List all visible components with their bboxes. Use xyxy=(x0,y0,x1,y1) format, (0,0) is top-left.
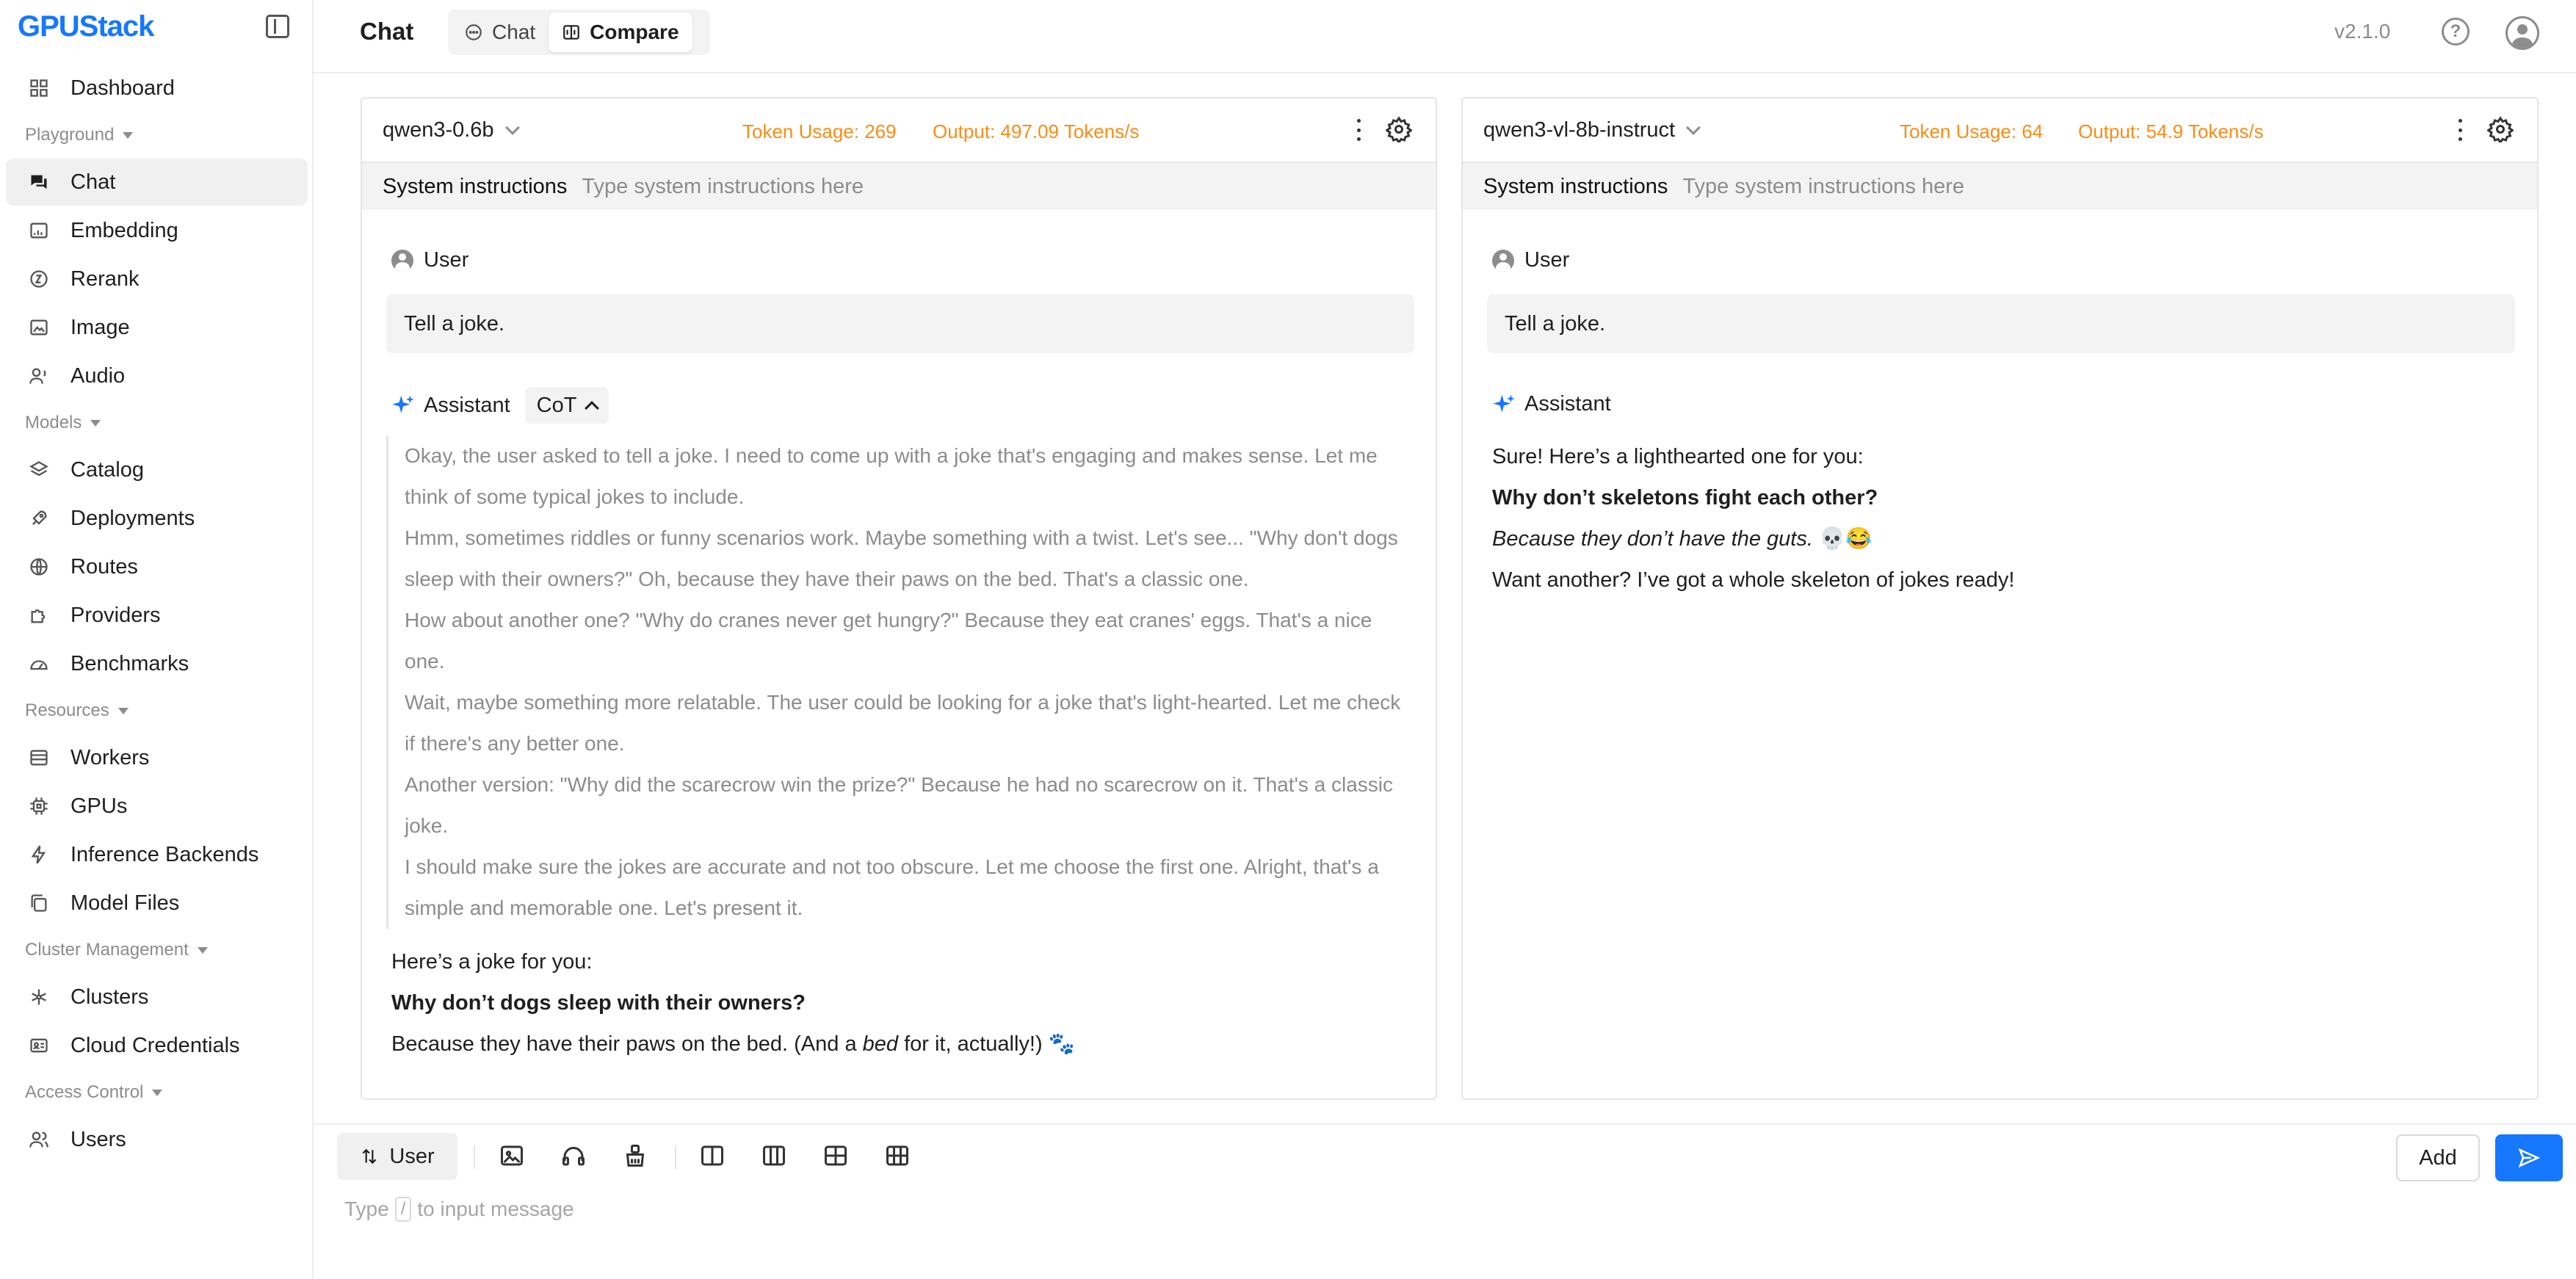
chain-of-thought xyxy=(386,435,1414,929)
layout-grid-6-button[interactable] xyxy=(884,1142,911,1169)
compare-panel-right xyxy=(1461,97,2539,1100)
chat-icon xyxy=(28,171,50,193)
group-label: Resources xyxy=(25,700,109,720)
sidebar-item-label: Cloud Credentials xyxy=(70,1033,240,1057)
chevron-up-icon xyxy=(585,401,600,416)
answer-emphasis: Because they don’t have the guts. xyxy=(1492,527,1813,551)
dashboard-icon xyxy=(28,77,50,99)
server-icon xyxy=(28,747,50,769)
sidebar-group-cluster-management[interactable] xyxy=(0,928,314,972)
role-label: User xyxy=(424,248,469,272)
columns-2-icon xyxy=(699,1142,726,1169)
model-select[interactable] xyxy=(1483,118,1698,142)
sidebar-group-access-control[interactable] xyxy=(0,1070,314,1115)
compare-icon xyxy=(562,23,581,42)
cot-label: CoT xyxy=(536,393,577,417)
sidebar-group-models[interactable] xyxy=(0,401,314,445)
sidebar-item-model-files[interactable] xyxy=(6,880,308,927)
sidebar-item-chat[interactable] xyxy=(6,159,308,206)
credential-icon xyxy=(28,1035,50,1057)
sparkle-icon xyxy=(391,394,415,417)
group-label: Cluster Management xyxy=(25,940,189,960)
thinking-paragraph: Hmm, sometimes riddles or funny scenarios work. Maybe something with a twist. Let's see... "Why don't dogs sleep with their owners?" Oh, because they have their paws on the bed. That's a classic one. xyxy=(405,526,1398,590)
answer-punchline xyxy=(391,1023,1419,1065)
hint-prefix: Type xyxy=(344,1198,389,1220)
sidebar-item-routes[interactable] xyxy=(6,543,308,590)
sidebar-item-label: Image xyxy=(70,315,130,339)
answer-punchline xyxy=(1492,518,2520,559)
more-vertical-icon[interactable] xyxy=(1356,119,1361,141)
more-vertical-icon[interactable] xyxy=(2458,119,2462,141)
thinking-paragraph: Wait, maybe something more relatable. The user could be looking for a joke that's light-hearted. Let me check if there's any better one. xyxy=(405,691,1401,755)
answer-text: for it, actually!) 🐾 xyxy=(898,1032,1075,1056)
tab-label: Chat xyxy=(492,21,536,43)
answer-question: Why don’t dogs sleep with their owners? xyxy=(391,991,806,1015)
cot-toggle-button[interactable] xyxy=(525,387,609,424)
sidebar-item-label: Clusters xyxy=(70,985,149,1009)
sidebar-item-image[interactable] xyxy=(6,304,308,351)
model-select[interactable] xyxy=(383,118,518,142)
sidebar-item-embedding[interactable] xyxy=(6,207,308,254)
layout-grid-4-button[interactable] xyxy=(822,1142,849,1169)
sidebar-item-label: GPUs xyxy=(70,794,128,818)
message-composer xyxy=(314,1123,2576,1279)
broom-icon xyxy=(622,1142,648,1169)
users-icon xyxy=(28,1128,50,1151)
role-label: User xyxy=(1524,248,1570,272)
tab-label: Compare xyxy=(590,21,679,43)
group-label: Access Control xyxy=(25,1082,144,1102)
rocket-icon xyxy=(28,507,50,529)
answer-question: Why don’t skeletons fight each other? xyxy=(1492,486,1878,510)
group-label: Models xyxy=(25,413,82,432)
sidebar-item-rerank[interactable] xyxy=(6,256,308,302)
top-header xyxy=(314,0,2576,73)
sidebar-item-gpus[interactable] xyxy=(6,783,308,830)
send-button[interactable] xyxy=(2495,1134,2563,1181)
layout-3-cols-button[interactable] xyxy=(761,1142,787,1169)
sidebar-item-clusters[interactable] xyxy=(6,974,308,1021)
bolt-icon xyxy=(28,844,50,866)
embedding-icon xyxy=(28,220,50,242)
tab-chat[interactable] xyxy=(451,12,549,52)
token-usage: Token Usage: 64 xyxy=(1900,120,2044,142)
system-instructions-bar[interactable] xyxy=(362,163,1436,210)
model-name: qwen3-0.6b xyxy=(383,118,494,142)
sidebar-item-label: Audio xyxy=(70,363,126,388)
sidebar-item-deployments[interactable] xyxy=(6,495,308,542)
thinking-paragraph: How about another one? "Why do cranes never get hungry?" Because they eat cranes' eggs. That's a nice one. xyxy=(405,609,1372,673)
sidebar-item-users[interactable] xyxy=(6,1116,308,1163)
hint-suffix: to input message xyxy=(417,1198,574,1220)
sidebar-item-label: Deployments xyxy=(70,506,195,530)
sidebar-item-label: Routes xyxy=(70,554,138,579)
sidebar-item-label: Workers xyxy=(70,745,150,769)
sidebar-item-benchmarks[interactable] xyxy=(6,640,308,687)
page-title: Chat xyxy=(360,18,414,45)
panel-header xyxy=(362,98,1436,163)
sidebar xyxy=(0,0,314,1279)
layers-icon xyxy=(28,459,50,481)
sidebar-item-inference-backends[interactable] xyxy=(6,831,308,878)
model-name: qwen3-vl-8b-instruct xyxy=(1483,118,1676,142)
system-instructions-label: System instructions xyxy=(1483,174,1668,198)
compare-panel-left xyxy=(361,97,1437,1100)
mode-switch xyxy=(448,10,710,55)
answer-outro: Want another? I’ve got a whole skeleton of jokes ready! xyxy=(1492,568,2015,592)
role-switch-button[interactable] xyxy=(337,1133,457,1180)
caret-down-icon xyxy=(152,1090,162,1096)
columns-3-icon xyxy=(761,1142,787,1169)
assistant-answer xyxy=(391,941,1419,1065)
sidebar-group-resources[interactable] xyxy=(0,689,314,733)
upload-image-button[interactable] xyxy=(499,1142,525,1169)
sidebar-item-audio[interactable] xyxy=(6,352,308,399)
user-message[interactable]: Tell a joke. xyxy=(1487,294,2515,353)
grid-6-icon xyxy=(884,1142,911,1169)
puzzle-icon xyxy=(28,604,50,626)
gear-icon[interactable] xyxy=(1386,116,1412,142)
user-message[interactable]: Tell a joke. xyxy=(386,294,1414,353)
layout-2-cols-button[interactable] xyxy=(699,1142,726,1169)
sidebar-item-label: Rerank xyxy=(70,267,140,291)
sidebar-item-label: Embedding xyxy=(70,218,178,242)
sidebar-item-catalog[interactable] xyxy=(6,446,308,493)
system-instructions-label: System instructions xyxy=(383,174,568,198)
caret-down-icon xyxy=(90,420,101,427)
role-label: Assistant xyxy=(424,393,510,417)
caret-down-icon xyxy=(118,708,129,714)
tab-compare[interactable] xyxy=(549,12,692,52)
output-speed: Output: 54.9 Tokens/s xyxy=(2078,120,2264,142)
thinking-paragraph: Okay, the user asked to tell a joke. I need to come up with a joke that's engaging and makes sense. Let me think of some typical jokes to include. xyxy=(405,444,1378,508)
answer-intro: Sure! Here’s a lighthearted one for you: xyxy=(1492,445,1864,468)
toolbar-divider xyxy=(675,1145,676,1169)
version-label: v2.1.0 xyxy=(2334,20,2391,43)
assistant-role-header xyxy=(1492,392,1611,416)
panel-header xyxy=(1463,98,2537,163)
sparkle-icon xyxy=(1492,393,1516,416)
role-label: User xyxy=(389,1144,435,1168)
gpustack-logo[interactable]: GPUStack xyxy=(18,10,154,43)
system-instructions-input[interactable]: Type system instructions here xyxy=(582,174,864,198)
slash-key: / xyxy=(395,1197,412,1222)
answer-intro: Here’s a joke for you: xyxy=(391,950,593,974)
audio-icon xyxy=(28,365,50,387)
sidebar-nav xyxy=(0,63,314,1164)
globe-icon xyxy=(28,556,50,578)
message-input[interactable] xyxy=(344,1197,574,1222)
headphones-icon xyxy=(560,1142,587,1169)
group-label: Playground xyxy=(25,125,115,145)
thinking-paragraph: I should make sure the jokes are accurate and not too obscure. Let me choose the first one. Alright, that's a simple and memorable one. Let's present it. xyxy=(405,855,1379,919)
sidebar-item-cloud-credentials[interactable] xyxy=(6,1022,308,1069)
sidebar-group-playground[interactable] xyxy=(0,113,314,157)
sidebar-item-workers[interactable] xyxy=(6,734,308,781)
sidebar-item-label: Providers xyxy=(70,603,161,627)
sidebar-item-label: Benchmarks xyxy=(70,651,189,675)
role-label: Assistant xyxy=(1524,392,1611,416)
files-icon xyxy=(28,892,50,914)
assistant-answer xyxy=(1492,436,2520,601)
help-icon[interactable]: ? xyxy=(2442,18,2470,46)
answer-emoji: 💀😂 xyxy=(1818,527,1873,551)
user-role-header xyxy=(391,248,468,272)
swap-icon xyxy=(360,1147,379,1166)
answer-text: Because they have their paws on the bed. (And a xyxy=(391,1032,863,1056)
user-avatar[interactable] xyxy=(2506,16,2539,50)
sidebar-item-label: Inference Backends xyxy=(70,842,259,866)
sidebar-item-label: Model Files xyxy=(70,891,180,915)
cluster-icon xyxy=(28,986,50,1008)
gauge-icon xyxy=(28,653,50,675)
token-usage: Token Usage: 269 xyxy=(742,120,897,142)
sidebar-item-label: Catalog xyxy=(70,457,144,482)
add-message-button[interactable]: Add xyxy=(2396,1134,2480,1181)
chip-icon xyxy=(28,795,50,817)
sidebar-item-label: Users xyxy=(70,1127,126,1151)
chevron-down-icon xyxy=(1686,120,1701,135)
sidebar-item-providers[interactable] xyxy=(6,592,308,639)
sidebar-item-dashboard[interactable] xyxy=(6,65,308,112)
grid-4-icon xyxy=(822,1142,849,1169)
output-speed: Output: 497.09 Tokens/s xyxy=(933,120,1140,142)
user-icon xyxy=(391,250,413,272)
toolbar-divider xyxy=(474,1145,475,1169)
clear-button[interactable] xyxy=(622,1142,648,1169)
user-role-header xyxy=(1492,248,1569,272)
send-icon xyxy=(2517,1146,2541,1170)
sidebar-collapse-icon[interactable] xyxy=(266,15,289,38)
sidebar-item-label: Dashboard xyxy=(70,76,175,100)
system-instructions-input[interactable]: Type system instructions here xyxy=(1682,174,1965,198)
caret-down-icon xyxy=(123,132,133,139)
chevron-down-icon xyxy=(505,120,520,135)
gear-icon[interactable] xyxy=(2487,116,2514,142)
assistant-role-header xyxy=(391,387,609,424)
caret-down-icon xyxy=(198,947,208,954)
image-icon xyxy=(28,316,50,338)
sidebar-item-label: Chat xyxy=(70,170,116,194)
thinking-paragraph: Another version: "Why did the scarecrow win the prize?" Because he had no scarecrow on it. That's a classic joke. xyxy=(405,773,1394,837)
system-instructions-bar[interactable] xyxy=(1463,163,2537,210)
user-icon xyxy=(1492,250,1514,272)
answer-emphasis: bed xyxy=(862,1032,899,1056)
rerank-icon xyxy=(28,268,50,290)
upload-audio-button[interactable] xyxy=(560,1142,587,1169)
image-icon xyxy=(499,1142,525,1169)
chat-bubble-icon xyxy=(464,23,483,42)
